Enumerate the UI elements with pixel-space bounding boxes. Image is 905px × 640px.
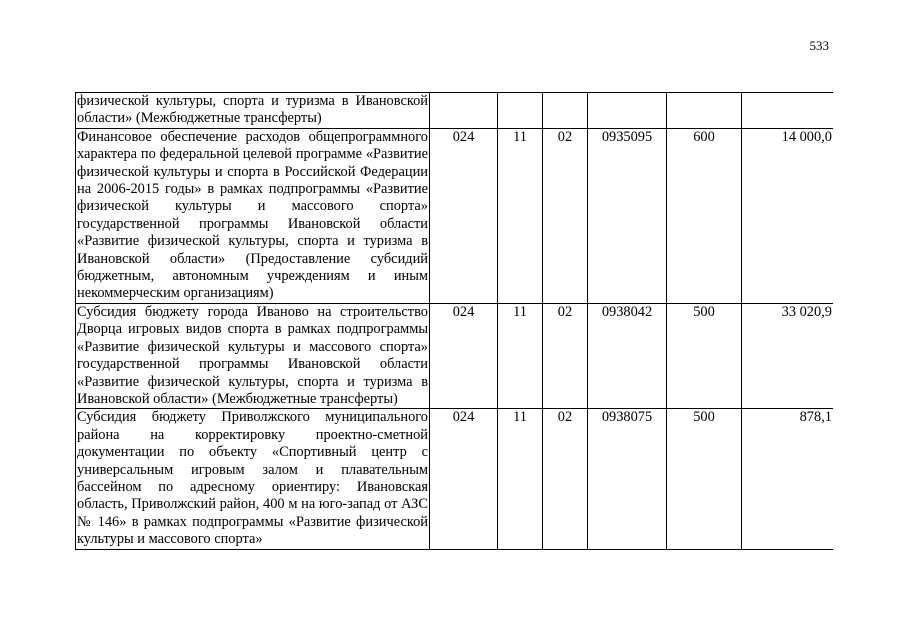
target-article-code: 0935095 bbox=[588, 128, 667, 303]
section-code: 11 bbox=[498, 303, 543, 408]
table-row bbox=[76, 409, 834, 549]
row-description: Финансовое обеспечение расходов общепрограммного характера по федеральной целевой программе «Развитие физической культуры и спорта в Российской Федерации на 2006-2015 годы» в рамках подпрограммы «Развитие физической культуры и массового спорта» государственной программы Ивановской области «Развитие физической культуры, спорта и туризма в Ивановской области» (Предоставление субсидий бюджетным, автономным учреждениям и иным некоммерческим организациям) bbox=[77, 128, 428, 302]
amount: 33 020,9 bbox=[742, 303, 834, 408]
expense-type-code bbox=[667, 93, 742, 129]
section-code bbox=[498, 93, 543, 129]
table-row bbox=[76, 128, 834, 303]
ministry-code: 024 bbox=[430, 303, 498, 408]
subsection-code bbox=[543, 93, 588, 129]
expense-type-code: 600 bbox=[667, 128, 742, 303]
row-description: Субсидия бюджету Приволжского муниципального района на корректировку проектно-сметной документации по объекту «Спортивный центр с универсальным игровым залом и плавательным бассейном по адресному ориентиру: Ивановская область, Приволжский район, 400 м на юго-запад от АЗС № 146» в рамках подпрограммы «Развитие физической культуры и массового спорта» bbox=[77, 409, 428, 548]
expense-type-code: 500 bbox=[667, 303, 742, 408]
amount bbox=[742, 93, 834, 129]
budget-table bbox=[75, 92, 833, 550]
page-number: 533 bbox=[809, 38, 829, 53]
budget-table-container bbox=[75, 92, 833, 640]
ministry-code bbox=[430, 93, 498, 129]
target-article-code: 0938075 bbox=[588, 409, 667, 549]
ministry-code: 024 bbox=[430, 128, 498, 303]
table-row bbox=[76, 303, 834, 408]
subsection-code: 02 bbox=[543, 409, 588, 549]
section-code: 11 bbox=[498, 409, 543, 549]
ministry-code: 024 bbox=[430, 409, 498, 549]
amount: 878,1 bbox=[742, 409, 834, 549]
amount: 14 000,0 bbox=[742, 128, 834, 303]
row-description: Субсидия бюджету города Иваново на строительство Дворца игровых видов спорта в рамках подпрограммы «Развитие физической культуры и массового спорта» государственной программы Ивановской области «Развитие физической культуры, спорта и туризма в Ивановской области» (Межбюджетные трансферты) bbox=[77, 303, 428, 407]
subsection-code: 02 bbox=[543, 128, 588, 303]
expense-type-code: 500 bbox=[667, 409, 742, 549]
target-article-code bbox=[588, 93, 667, 129]
target-article-code: 0938042 bbox=[588, 303, 667, 408]
table-row bbox=[76, 93, 834, 129]
row-description: физической культуры, спорта и туризма в Ивановской области» (Межбюджетные трансферты) bbox=[77, 93, 428, 127]
section-code: 11 bbox=[498, 128, 543, 303]
subsection-code: 02 bbox=[543, 303, 588, 408]
